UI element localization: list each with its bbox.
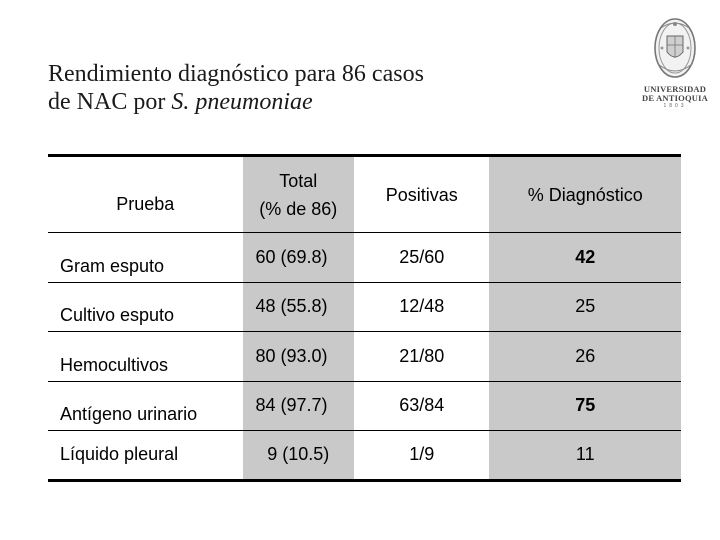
cell-prueba: Antígeno urinario	[48, 381, 243, 431]
cell-diagnostico: 11	[489, 431, 681, 481]
cell-positivas: 21/80	[354, 332, 489, 382]
cell-total: 48 (55.8)	[243, 282, 355, 332]
cell-diagnostico: 42	[489, 233, 681, 283]
cell-total: 60 (69.8)	[243, 233, 355, 283]
table-header-row	[48, 156, 681, 233]
header-diagnostico: % Diagnóstico	[489, 156, 681, 233]
university-logo	[636, 14, 714, 109]
cell-prueba: Cultivo esputo	[48, 282, 243, 332]
cell-total: 84 (97.7)	[243, 381, 355, 431]
table-row	[48, 282, 681, 332]
header-total-line-2: (% de 86)	[259, 198, 338, 219]
title-line-2-prefix: de NAC por	[48, 89, 172, 115]
table-row	[48, 332, 681, 382]
cell-positivas: 1/9	[354, 431, 489, 481]
university-seal-icon	[636, 14, 714, 82]
cell-diagnostico: 26	[489, 332, 681, 382]
cell-total: 9 (10.5)	[243, 431, 355, 481]
logo-name-line-1: UNIVERSIDAD	[643, 84, 707, 94]
cell-prueba: Hemocultivos	[48, 332, 243, 382]
cell-positivas: 25/60	[354, 233, 489, 283]
cell-positivas: 12/48	[354, 282, 489, 332]
cell-positivas: 63/84	[354, 381, 489, 431]
header-prueba: Prueba	[48, 156, 243, 233]
title-line-1: Rendimiento diagnóstico para 86 casos	[48, 61, 424, 87]
header-total	[243, 156, 355, 233]
cell-total: 80 (93.0)	[243, 332, 355, 382]
table-row	[48, 381, 681, 431]
cell-prueba: Gram esputo	[48, 233, 243, 283]
header-positivas: Positivas	[354, 156, 489, 233]
cell-prueba: Líquido pleural	[48, 431, 243, 481]
slide-title	[48, 60, 568, 116]
title-line-2	[48, 88, 568, 116]
logo-year: 1803	[663, 103, 687, 109]
cell-diagnostico: 75	[489, 381, 681, 431]
cell-diagnostico: 25	[489, 282, 681, 332]
results-table	[48, 154, 681, 482]
table-row	[48, 431, 681, 481]
table-row	[48, 233, 681, 283]
logo-name-line-2: DE ANTIOQUIA	[642, 93, 708, 103]
header-total-line-1: Total	[279, 170, 318, 191]
title-species: S. pneumoniae	[171, 89, 313, 115]
